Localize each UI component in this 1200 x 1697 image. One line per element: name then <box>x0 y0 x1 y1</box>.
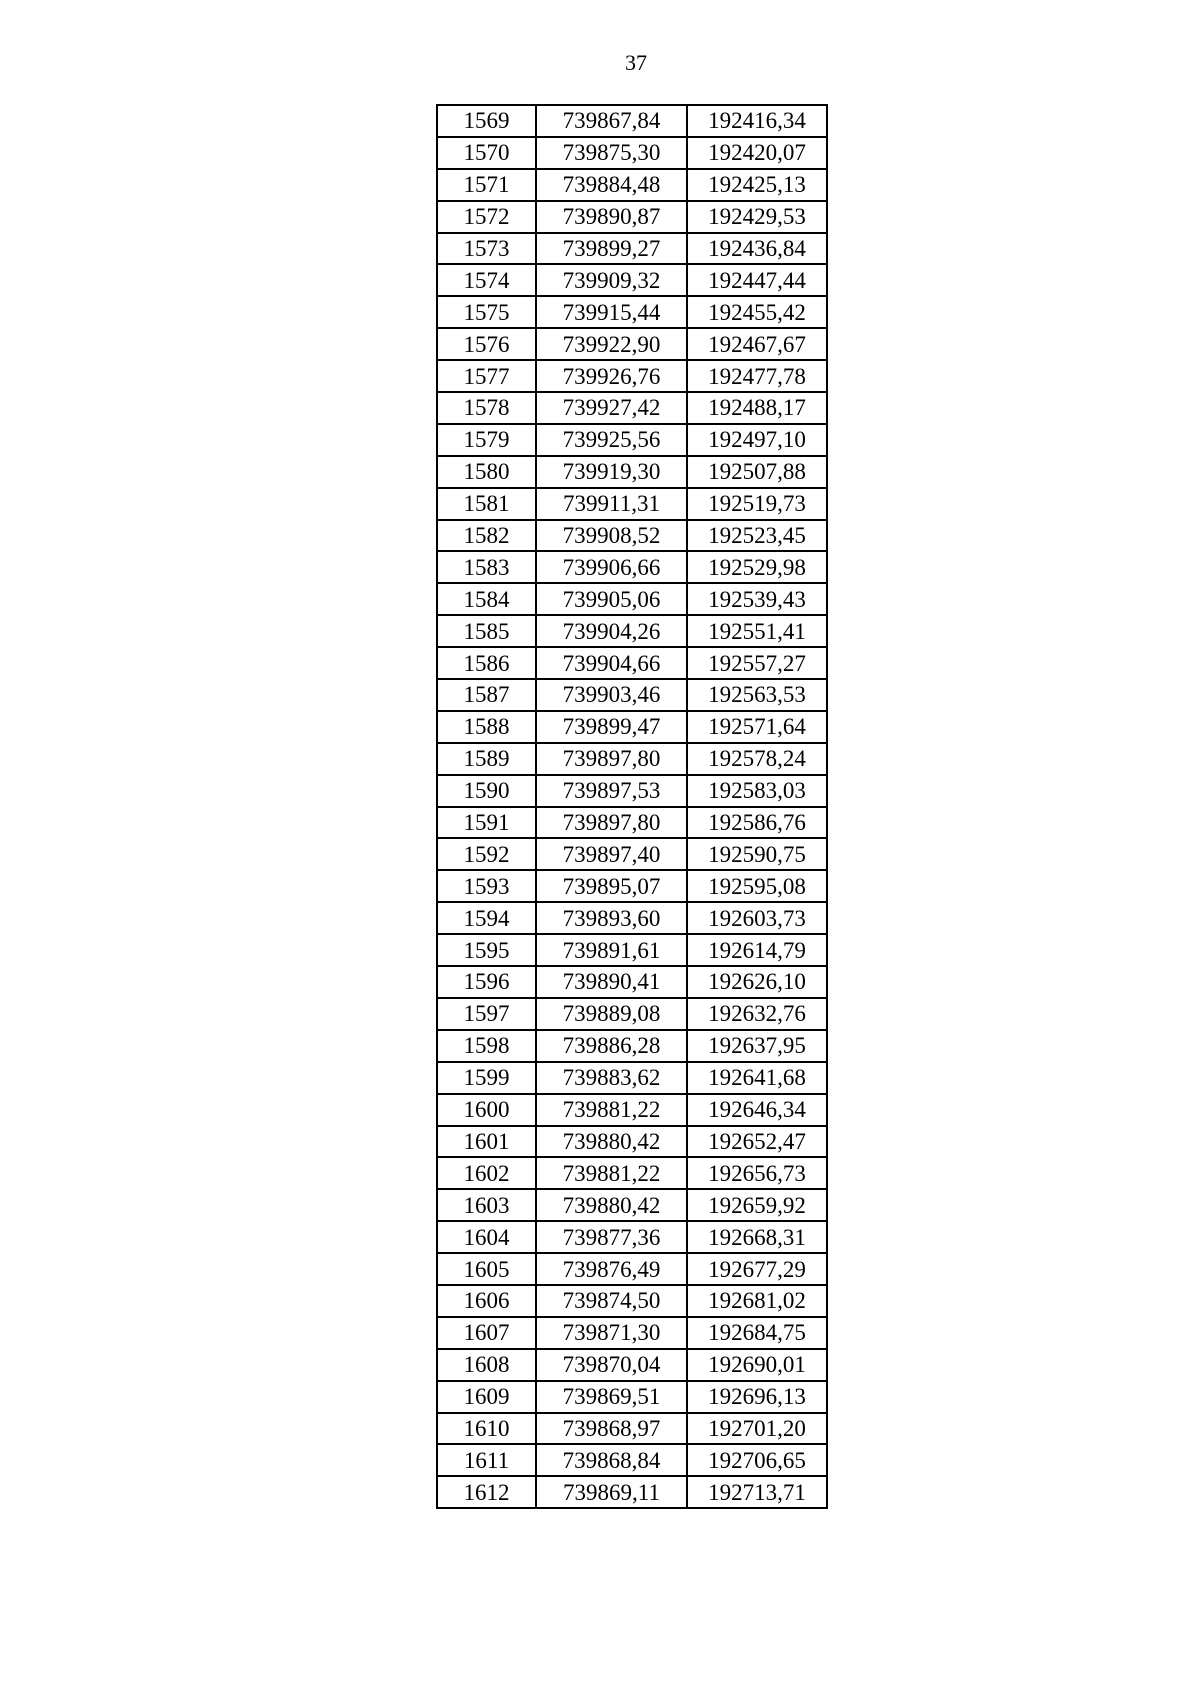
y-coordinate-cell: 192659,92 <box>687 1189 827 1221</box>
x-coordinate-cell: 739890,41 <box>536 966 687 998</box>
table-row <box>437 488 827 520</box>
y-coordinate-cell: 192603,73 <box>687 902 827 934</box>
table-row <box>437 966 827 998</box>
table-row <box>437 1030 827 1062</box>
table-row <box>437 1221 827 1253</box>
x-coordinate-cell: 739906,66 <box>536 551 687 583</box>
y-coordinate-cell: 192614,79 <box>687 934 827 966</box>
point-number-cell: 1599 <box>437 1062 536 1094</box>
point-number-cell: 1593 <box>437 870 536 902</box>
table-row <box>437 424 827 456</box>
x-coordinate-cell: 739897,40 <box>536 838 687 870</box>
y-coordinate-cell: 192477,78 <box>687 360 827 392</box>
point-number-cell: 1583 <box>437 551 536 583</box>
y-coordinate-cell: 192684,75 <box>687 1317 827 1349</box>
x-coordinate-cell: 739899,47 <box>536 711 687 743</box>
table-row <box>437 233 827 265</box>
table-row <box>437 1126 827 1158</box>
y-coordinate-cell: 192626,10 <box>687 966 827 998</box>
x-coordinate-cell: 739883,62 <box>536 1062 687 1094</box>
table-row <box>437 870 827 902</box>
y-coordinate-cell: 192519,73 <box>687 488 827 520</box>
x-coordinate-cell: 739869,51 <box>536 1381 687 1413</box>
y-coordinate-cell: 192529,98 <box>687 551 827 583</box>
x-coordinate-cell: 739886,28 <box>536 1030 687 1062</box>
point-number-cell: 1574 <box>437 264 536 296</box>
point-number-cell: 1598 <box>437 1030 536 1062</box>
x-coordinate-cell: 739903,46 <box>536 679 687 711</box>
y-coordinate-cell: 192632,76 <box>687 998 827 1030</box>
y-coordinate-cell: 192595,08 <box>687 870 827 902</box>
table-row <box>437 679 827 711</box>
x-coordinate-cell: 739876,49 <box>536 1253 687 1285</box>
y-coordinate-cell: 192507,88 <box>687 456 827 488</box>
table-row <box>437 902 827 934</box>
table-row <box>437 1094 827 1126</box>
point-number-cell: 1587 <box>437 679 536 711</box>
point-number-cell: 1610 <box>437 1413 536 1445</box>
table-row <box>437 934 827 966</box>
x-coordinate-cell: 739890,87 <box>536 201 687 233</box>
table-row <box>437 1413 827 1445</box>
x-coordinate-cell: 739868,84 <box>536 1444 687 1476</box>
point-number-cell: 1589 <box>437 743 536 775</box>
table-row <box>437 647 827 679</box>
x-coordinate-cell: 739869,11 <box>536 1476 687 1508</box>
table-row <box>437 583 827 615</box>
y-coordinate-cell: 192706,65 <box>687 1444 827 1476</box>
x-coordinate-cell: 739922,90 <box>536 328 687 360</box>
y-coordinate-cell: 192420,07 <box>687 137 827 169</box>
table-row <box>437 1349 827 1381</box>
x-coordinate-cell: 739871,30 <box>536 1317 687 1349</box>
x-coordinate-cell: 739891,61 <box>536 934 687 966</box>
y-coordinate-cell: 192713,71 <box>687 1476 827 1508</box>
point-number-cell: 1588 <box>437 711 536 743</box>
table-row <box>437 1157 827 1189</box>
point-number-cell: 1591 <box>437 807 536 839</box>
x-coordinate-cell: 739895,07 <box>536 870 687 902</box>
table-row <box>437 1476 827 1508</box>
y-coordinate-cell: 192656,73 <box>687 1157 827 1189</box>
x-coordinate-cell: 739875,30 <box>536 137 687 169</box>
x-coordinate-cell: 739897,53 <box>536 775 687 807</box>
y-coordinate-cell: 192447,44 <box>687 264 827 296</box>
table-row <box>437 201 827 233</box>
y-coordinate-cell: 192590,75 <box>687 838 827 870</box>
point-number-cell: 1585 <box>437 615 536 647</box>
point-number-cell: 1609 <box>437 1381 536 1413</box>
y-coordinate-cell: 192436,84 <box>687 233 827 265</box>
table-row <box>437 711 827 743</box>
x-coordinate-cell: 739868,97 <box>536 1413 687 1445</box>
y-coordinate-cell: 192578,24 <box>687 743 827 775</box>
point-number-cell: 1584 <box>437 583 536 615</box>
point-number-cell: 1590 <box>437 775 536 807</box>
y-coordinate-cell: 192701,20 <box>687 1413 827 1445</box>
point-number-cell: 1606 <box>437 1285 536 1317</box>
x-coordinate-cell: 739927,42 <box>536 392 687 424</box>
table-row <box>437 998 827 1030</box>
page-number: 37 <box>625 50 647 75</box>
point-number-cell: 1586 <box>437 647 536 679</box>
point-number-cell: 1581 <box>437 488 536 520</box>
table-row <box>437 743 827 775</box>
table-row <box>437 328 827 360</box>
x-coordinate-cell: 739884,48 <box>536 169 687 201</box>
point-number-cell: 1607 <box>437 1317 536 1349</box>
table-row <box>437 1253 827 1285</box>
y-coordinate-cell: 192681,02 <box>687 1285 827 1317</box>
table-row <box>437 615 827 647</box>
y-coordinate-cell: 192425,13 <box>687 169 827 201</box>
point-number-cell: 1571 <box>437 169 536 201</box>
x-coordinate-cell: 739870,04 <box>536 1349 687 1381</box>
x-coordinate-cell: 739893,60 <box>536 902 687 934</box>
point-number-cell: 1579 <box>437 424 536 456</box>
x-coordinate-cell: 739874,50 <box>536 1285 687 1317</box>
table-row <box>437 838 827 870</box>
point-number-cell: 1594 <box>437 902 536 934</box>
x-coordinate-cell: 739904,66 <box>536 647 687 679</box>
point-number-cell: 1596 <box>437 966 536 998</box>
point-number-cell: 1569 <box>437 105 536 137</box>
point-number-cell: 1592 <box>437 838 536 870</box>
point-number-cell: 1576 <box>437 328 536 360</box>
table-row <box>437 1189 827 1221</box>
y-coordinate-cell: 192523,45 <box>687 520 827 552</box>
y-coordinate-cell: 192467,67 <box>687 328 827 360</box>
point-number-cell: 1603 <box>437 1189 536 1221</box>
x-coordinate-cell: 739915,44 <box>536 296 687 328</box>
coordinates-table <box>436 104 828 1509</box>
x-coordinate-cell: 739897,80 <box>536 807 687 839</box>
y-coordinate-cell: 192557,27 <box>687 647 827 679</box>
point-number-cell: 1573 <box>437 233 536 265</box>
point-number-cell: 1602 <box>437 1157 536 1189</box>
table-row <box>437 137 827 169</box>
table-row <box>437 392 827 424</box>
y-coordinate-cell: 192497,10 <box>687 424 827 456</box>
x-coordinate-cell: 739911,31 <box>536 488 687 520</box>
point-number-cell: 1612 <box>437 1476 536 1508</box>
y-coordinate-cell: 192455,42 <box>687 296 827 328</box>
y-coordinate-cell: 192539,43 <box>687 583 827 615</box>
y-coordinate-cell: 192488,17 <box>687 392 827 424</box>
table-row <box>437 1062 827 1094</box>
table-row <box>437 456 827 488</box>
y-coordinate-cell: 192586,76 <box>687 807 827 839</box>
point-number-cell: 1600 <box>437 1094 536 1126</box>
point-number-cell: 1578 <box>437 392 536 424</box>
x-coordinate-cell: 739889,08 <box>536 998 687 1030</box>
point-number-cell: 1605 <box>437 1253 536 1285</box>
table-row <box>437 1317 827 1349</box>
point-number-cell: 1611 <box>437 1444 536 1476</box>
table-row <box>437 775 827 807</box>
point-number-cell: 1577 <box>437 360 536 392</box>
table-row <box>437 551 827 583</box>
y-coordinate-cell: 192668,31 <box>687 1221 827 1253</box>
x-coordinate-cell: 739919,30 <box>536 456 687 488</box>
x-coordinate-cell: 739880,42 <box>536 1189 687 1221</box>
point-number-cell: 1570 <box>437 137 536 169</box>
x-coordinate-cell: 739909,32 <box>536 264 687 296</box>
table-row <box>437 520 827 552</box>
x-coordinate-cell: 739908,52 <box>536 520 687 552</box>
table-row <box>437 296 827 328</box>
point-number-cell: 1608 <box>437 1349 536 1381</box>
x-coordinate-cell: 739867,84 <box>536 105 687 137</box>
y-coordinate-cell: 192637,95 <box>687 1030 827 1062</box>
table-row <box>437 264 827 296</box>
x-coordinate-cell: 739877,36 <box>536 1221 687 1253</box>
table-row <box>437 1444 827 1476</box>
x-coordinate-cell: 739925,56 <box>536 424 687 456</box>
y-coordinate-cell: 192652,47 <box>687 1126 827 1158</box>
point-number-cell: 1582 <box>437 520 536 552</box>
y-coordinate-cell: 192416,34 <box>687 105 827 137</box>
point-number-cell: 1575 <box>437 296 536 328</box>
point-number-cell: 1572 <box>437 201 536 233</box>
point-number-cell: 1601 <box>437 1126 536 1158</box>
y-coordinate-cell: 192551,41 <box>687 615 827 647</box>
table-row <box>437 360 827 392</box>
y-coordinate-cell: 192571,64 <box>687 711 827 743</box>
table-row <box>437 169 827 201</box>
table-row <box>437 105 827 137</box>
y-coordinate-cell: 192429,53 <box>687 201 827 233</box>
y-coordinate-cell: 192563,53 <box>687 679 827 711</box>
point-number-cell: 1595 <box>437 934 536 966</box>
x-coordinate-cell: 739881,22 <box>536 1157 687 1189</box>
y-coordinate-cell: 192646,34 <box>687 1094 827 1126</box>
x-coordinate-cell: 739905,06 <box>536 583 687 615</box>
x-coordinate-cell: 739897,80 <box>536 743 687 775</box>
point-number-cell: 1604 <box>437 1221 536 1253</box>
point-number-cell: 1580 <box>437 456 536 488</box>
x-coordinate-cell: 739899,27 <box>536 233 687 265</box>
x-coordinate-cell: 739926,76 <box>536 360 687 392</box>
y-coordinate-cell: 192696,13 <box>687 1381 827 1413</box>
y-coordinate-cell: 192583,03 <box>687 775 827 807</box>
y-coordinate-cell: 192690,01 <box>687 1349 827 1381</box>
coordinates-table-body <box>437 105 827 1508</box>
table-row <box>437 807 827 839</box>
x-coordinate-cell: 739904,26 <box>536 615 687 647</box>
x-coordinate-cell: 739881,22 <box>536 1094 687 1126</box>
table-row <box>437 1285 827 1317</box>
point-number-cell: 1597 <box>437 998 536 1030</box>
y-coordinate-cell: 192677,29 <box>687 1253 827 1285</box>
table-row <box>437 1381 827 1413</box>
x-coordinate-cell: 739880,42 <box>536 1126 687 1158</box>
y-coordinate-cell: 192641,68 <box>687 1062 827 1094</box>
